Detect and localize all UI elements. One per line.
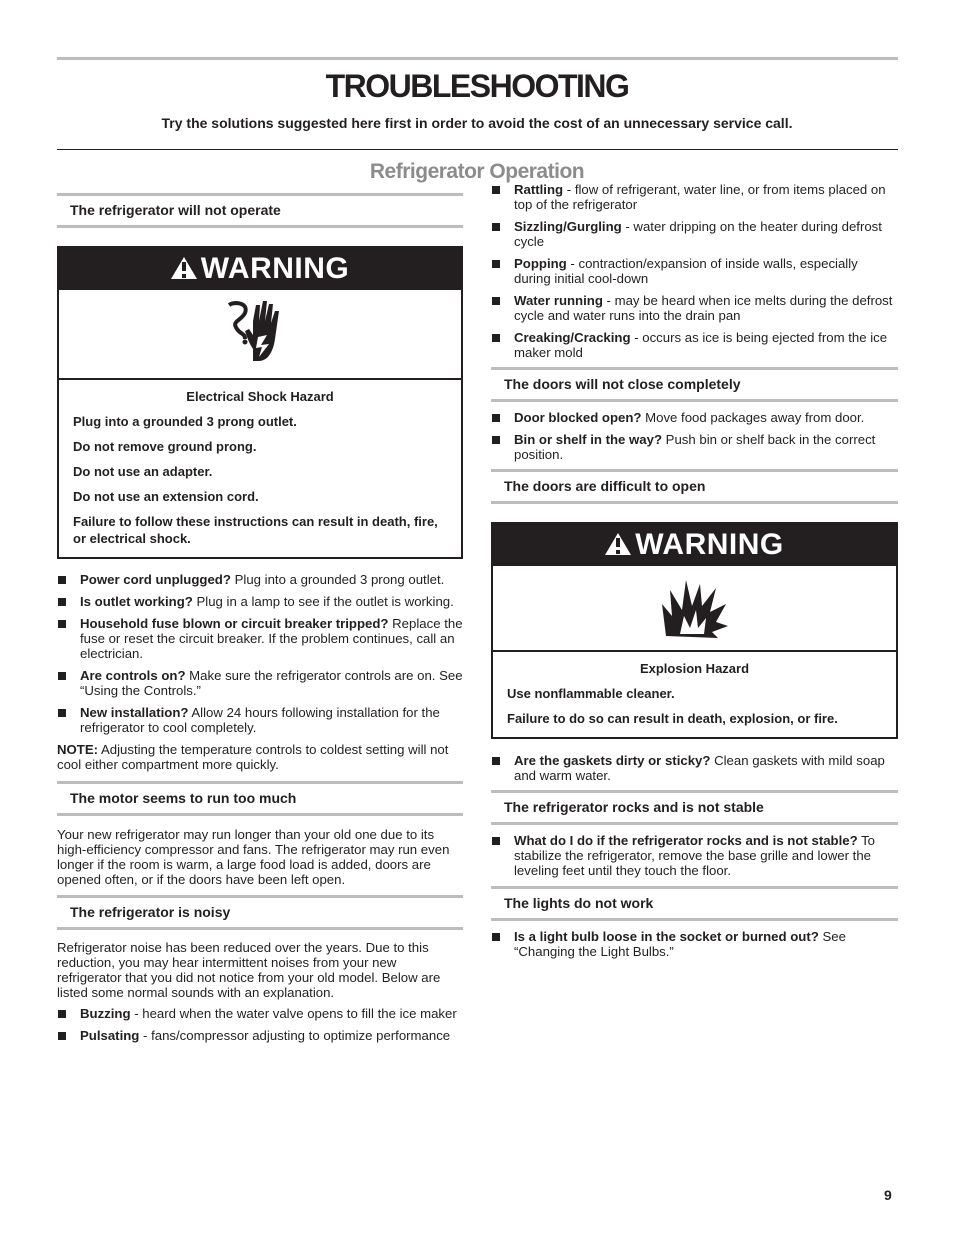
subhead-lights: The lights do not work	[491, 886, 898, 921]
bullet-square-icon	[58, 576, 66, 584]
list-item: Creaking/Cracking - occurs as ice is being ejected from the ice maker mold	[491, 330, 898, 360]
list-item: Are controls on? Make sure the refrigerator controls are on. See “Using the Controls.”	[57, 668, 463, 698]
list-item: Water running - may be heard when ice melts during the defrost cycle and water runs into the drain pan	[491, 293, 898, 323]
list-item: Bin or shelf in the way? Push bin or shelf back in the correct position.	[491, 432, 898, 462]
will-not-operate-list	[57, 572, 463, 735]
subhead-noisy: The refrigerator is noisy	[57, 895, 463, 930]
left-column	[57, 193, 463, 1050]
hazard-title: Electrical Shock Hazard	[186, 389, 334, 404]
electrical-shock-icon	[223, 299, 297, 369]
subhead-doors-not-close: The doors will not close completely	[491, 367, 898, 402]
warning-body	[493, 652, 896, 737]
list-item: Door blocked open? Move food packages away from door.	[491, 410, 898, 425]
list-item: Are the gaskets dirty or sticky? Clean gaskets with mild soap and warm water.	[491, 753, 898, 783]
subhead-motor: The motor seems to run too much	[57, 781, 463, 816]
bullet-square-icon	[492, 297, 500, 305]
note-paragraph: NOTE: Adjusting the temperature controls to coldest setting will not cool either compartment more quickly.	[57, 742, 449, 772]
bullet-square-icon	[492, 436, 500, 444]
list-item: Popping - contraction/expansion of inside walls, especially during initial cool-down	[491, 256, 898, 286]
list-item: Is outlet working? Plug in a lamp to see if the outlet is working.	[57, 594, 463, 609]
bullet-square-icon	[58, 620, 66, 628]
subhead-will-not-operate: The refrigerator will not operate	[57, 193, 463, 228]
warning-triangle-icon	[171, 257, 197, 279]
warning-header	[59, 248, 461, 288]
bullet-square-icon	[492, 334, 500, 342]
explosion-icon	[660, 576, 730, 640]
top-rule	[57, 57, 898, 60]
intro-text: Try the solutions suggested here first in order to avoid the cost of an unnecessary service call.	[161, 115, 793, 131]
warning-line: Do not remove ground prong.	[73, 439, 257, 454]
bullet-square-icon	[58, 1032, 66, 1040]
subhead-doors-difficult: The doors are difficult to open	[491, 469, 898, 504]
explosion-warning-box	[491, 522, 898, 739]
bullet-square-icon	[492, 186, 500, 194]
list-item: What do I do if the refrigerator rocks and is not stable? To stabilize the refrigerator, remove the base grille and lower the leveling feet until they touch the floor.	[491, 833, 898, 878]
warning-icon-area	[493, 564, 896, 652]
bullet-square-icon	[492, 260, 500, 268]
warning-line: Do not use an adapter.	[73, 464, 213, 479]
warning-body	[59, 380, 461, 557]
bullet-square-icon	[58, 672, 66, 680]
bullet-square-icon	[58, 1010, 66, 1018]
doors-difficult-list	[491, 753, 898, 783]
section-rule	[57, 149, 898, 150]
section-title: Refrigerator Operation	[369, 160, 585, 183]
motor-paragraph: Your new refrigerator may run longer than your old one due to its high-efficiency compressor and fans. The refrigerator may run even longer if the room is warm, a large food load is added, doors are opened often, or if the doors have been left open.	[57, 827, 450, 887]
warning-line: Do not use an extension cord.	[73, 489, 259, 504]
warning-header	[493, 524, 896, 564]
noisy-paragraph: Refrigerator noise has been reduced over the years. Due to this reduction, you may hear intermittent noises from your new refrigerator that you did not notice from your old model. Below are listed some normal sounds with an explanation.	[57, 940, 441, 1000]
warning-line: Failure to do so can result in death, explosion, or fire.	[507, 711, 838, 726]
bullet-square-icon	[492, 757, 500, 765]
list-item: Household fuse blown or circuit breaker tripped? Replace the fuse or reset the circuit breaker. If the problem continues, call an electrician.	[57, 616, 463, 661]
noisy-list-continued	[491, 182, 898, 360]
rocks-list	[491, 833, 898, 878]
list-item: Power cord unplugged? Plug into a grounded 3 prong outlet.	[57, 572, 463, 587]
warning-icon-area	[59, 288, 461, 380]
list-item: Is a light bulb loose in the socket or burned out? See “Changing the Light Bulbs.”	[491, 929, 898, 959]
bullet-square-icon	[58, 709, 66, 717]
bullet-square-icon	[58, 598, 66, 606]
hazard-title: Explosion Hazard	[639, 661, 750, 676]
warning-triangle-icon	[605, 533, 631, 555]
bullet-square-icon	[492, 223, 500, 231]
bullet-square-icon	[492, 837, 500, 845]
page-number: 9	[884, 1187, 892, 1203]
subhead-rocks: The refrigerator rocks and is not stable	[491, 790, 898, 825]
doors-not-close-list	[491, 410, 898, 462]
warning-line: Failure to follow these instructions can result in death, fire, or electrical shock.	[73, 514, 438, 546]
lights-list	[491, 929, 898, 959]
list-item: Pulsating - fans/compressor adjusting to optimize performance	[57, 1028, 463, 1043]
warning-label: WARNING	[635, 527, 784, 561]
bullet-square-icon	[492, 933, 500, 941]
electrical-warning-box	[57, 246, 463, 559]
list-item: Rattling - flow of refrigerant, water line, or from items placed on top of the refrigerator	[491, 182, 898, 212]
list-item: New installation? Allow 24 hours following installation for the refrigerator to cool completely.	[57, 705, 463, 735]
warning-line: Use nonflammable cleaner.	[507, 686, 675, 701]
bullet-square-icon	[492, 414, 500, 422]
right-column	[491, 182, 898, 966]
list-item: Buzzing - heard when the water valve opens to fill the ice maker	[57, 1006, 463, 1021]
noisy-list	[57, 1006, 463, 1043]
warning-label: WARNING	[200, 251, 350, 285]
warning-line: Plug into a grounded 3 prong outlet.	[73, 414, 297, 429]
list-item: Sizzling/Gurgling - water dripping on the heater during defrost cycle	[491, 219, 898, 249]
page-title: TROUBLESHOOTING	[325, 68, 629, 104]
